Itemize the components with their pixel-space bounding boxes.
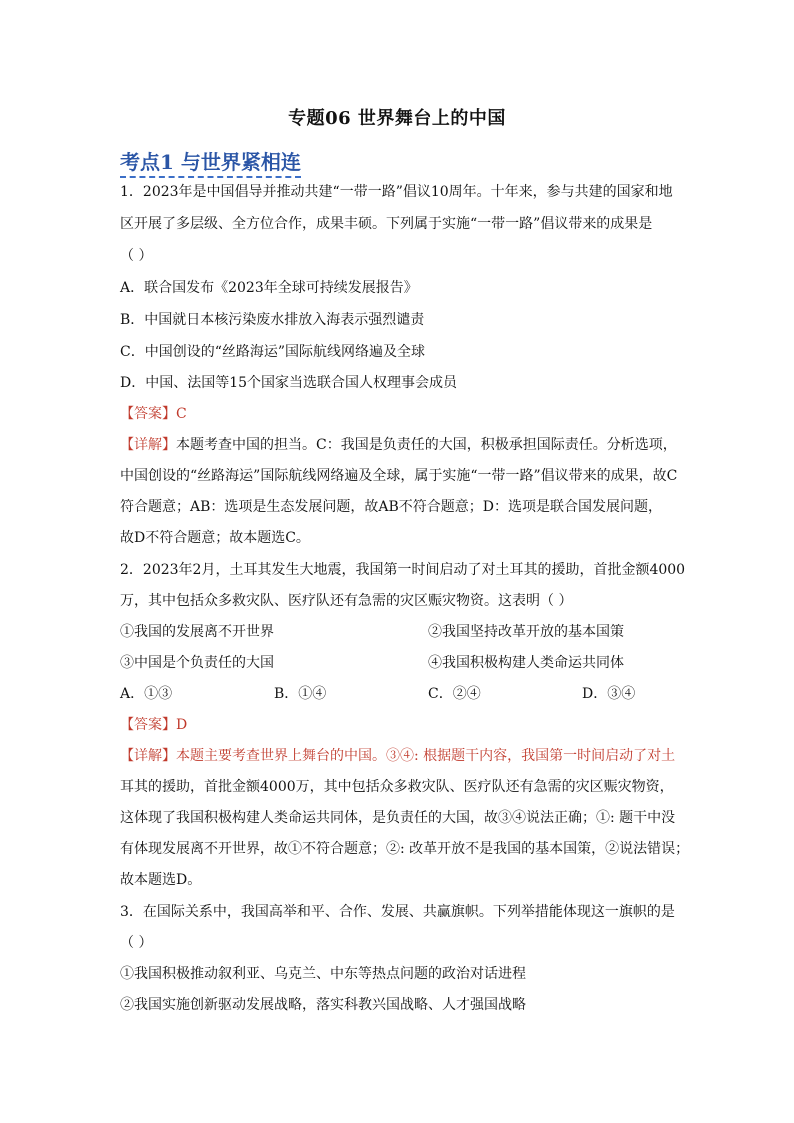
question-2-detail-line-1 [120,746,675,766]
answer-value: C [176,406,187,422]
question-2-statements-row-2 [120,653,680,673]
question-2-line-2: 万，其中包括众多救灾队、医疗队还有急需的灾区赈灾物资。这表明（ ） [120,593,573,609]
option-a: A．①③ [120,686,173,702]
detail-text: 本题考查中国的担当。C：我国是负责任的大国，积极承担国际责任。分析选项， [176,437,677,453]
question-1-line-1: 1．2023年是中国倡导并推动共建“一带一路”倡议10周年。十年来，参与共建的国家和地 [120,184,673,200]
question-1-detail-line-4: 故D不符合题意；故本题选C。 [120,530,310,546]
question-3-statement-2: ②我国实施创新驱动发展战略，落实科教兴国战略、人才强国战略 [120,997,526,1013]
question-1-detail-line-2: 中国创设的“丝路海运”国际航线网络遍及全球，属于实施“一带一路”倡议带来的成果，故C [120,468,678,484]
question-2-detail-line-3: 这体现了我国积极构建人类命运共同体，是负责任的大国，故③④说法正确；①: 题干中没 [120,810,676,826]
detail-label: 【详解】 [120,437,176,453]
page-title: 专题06 世界舞台上的中国 [288,108,506,129]
option-b: B．①④ [274,686,327,702]
detail-text: 本题主要考查世界上舞台的中国。③④: 根据题干内容，我国第一时间启动了对土 [176,748,676,764]
answer-label: 【答案】 [120,717,176,733]
answer-value: D [176,717,188,733]
question-2-line-1: 2．2023年2月，土耳其发生大地震，我国第一时间启动了对土耳其的援助，首批金额4000 [120,562,686,578]
question-1-option-d: D．中国、法国等15个国家当选联合国人权理事会成员 [120,375,458,391]
statement-2: ②我国坚持改革开放的基本国策 [428,624,624,640]
question-3-line-1: 3．在国际关系中，我国高举和平、合作、发展、共赢旗帜。下列举措能体现这一旗帜的是 [120,904,675,920]
question-2-answer [120,715,187,735]
detail-label: 【详解】 [120,748,176,764]
section-heading: 考点1 与世界紧相连 [120,146,301,178]
question-1-detail-line-3: 符合题意；AB：选项是生态发展问题，故AB不符合题意；D：选项是联合国发展问题， [120,499,663,515]
question-2-detail-line-4: 有体现发展离不开世界，故①不符合题意；②: 改革开放不是我国的基本国策，②说法错误； [120,841,690,857]
statement-4: ④我国积极构建人类命运共同体 [428,655,624,671]
question-1-option-b: B．中国就日本核污染废水排放入海表示强烈谴责 [120,312,425,328]
question-3-line-2: （ ） [120,935,153,951]
question-1-option-a: A．联合国发布《2023年全球可持续发展报告》 [120,280,418,296]
question-1-option-c: C．中国创设的“丝路海运”国际航线网络遍及全球 [120,344,426,360]
question-1-detail-line-1 [120,435,677,455]
statement-3: ③中国是个负责任的大国 [120,655,274,671]
question-2-detail-line-2: 耳其的援助，首批金额4000万，其中包括众多救灾队、医疗队还有急需的灾区赈灾物资， [120,779,674,795]
question-1-line-2: 区开展了多层级、全方位合作，成果丰硕。下列属于实施“一带一路”倡议带来的成果是 [120,216,653,232]
statement-1: ①我国的发展离不开世界 [120,624,274,640]
question-2-statements-row-1 [120,622,680,642]
question-1-line-3: （ ） [120,248,153,264]
question-2-detail-line-5: 故本题选D。 [120,872,202,888]
answer-label: 【答案】 [120,406,176,422]
option-c: C．②④ [428,686,481,702]
question-3-statement-1: ①我国积极推动叙利亚、乌克兰、中东等热点问题的政治对话进程 [120,966,526,982]
question-1-answer [120,404,187,424]
option-d: D．③④ [582,686,636,702]
